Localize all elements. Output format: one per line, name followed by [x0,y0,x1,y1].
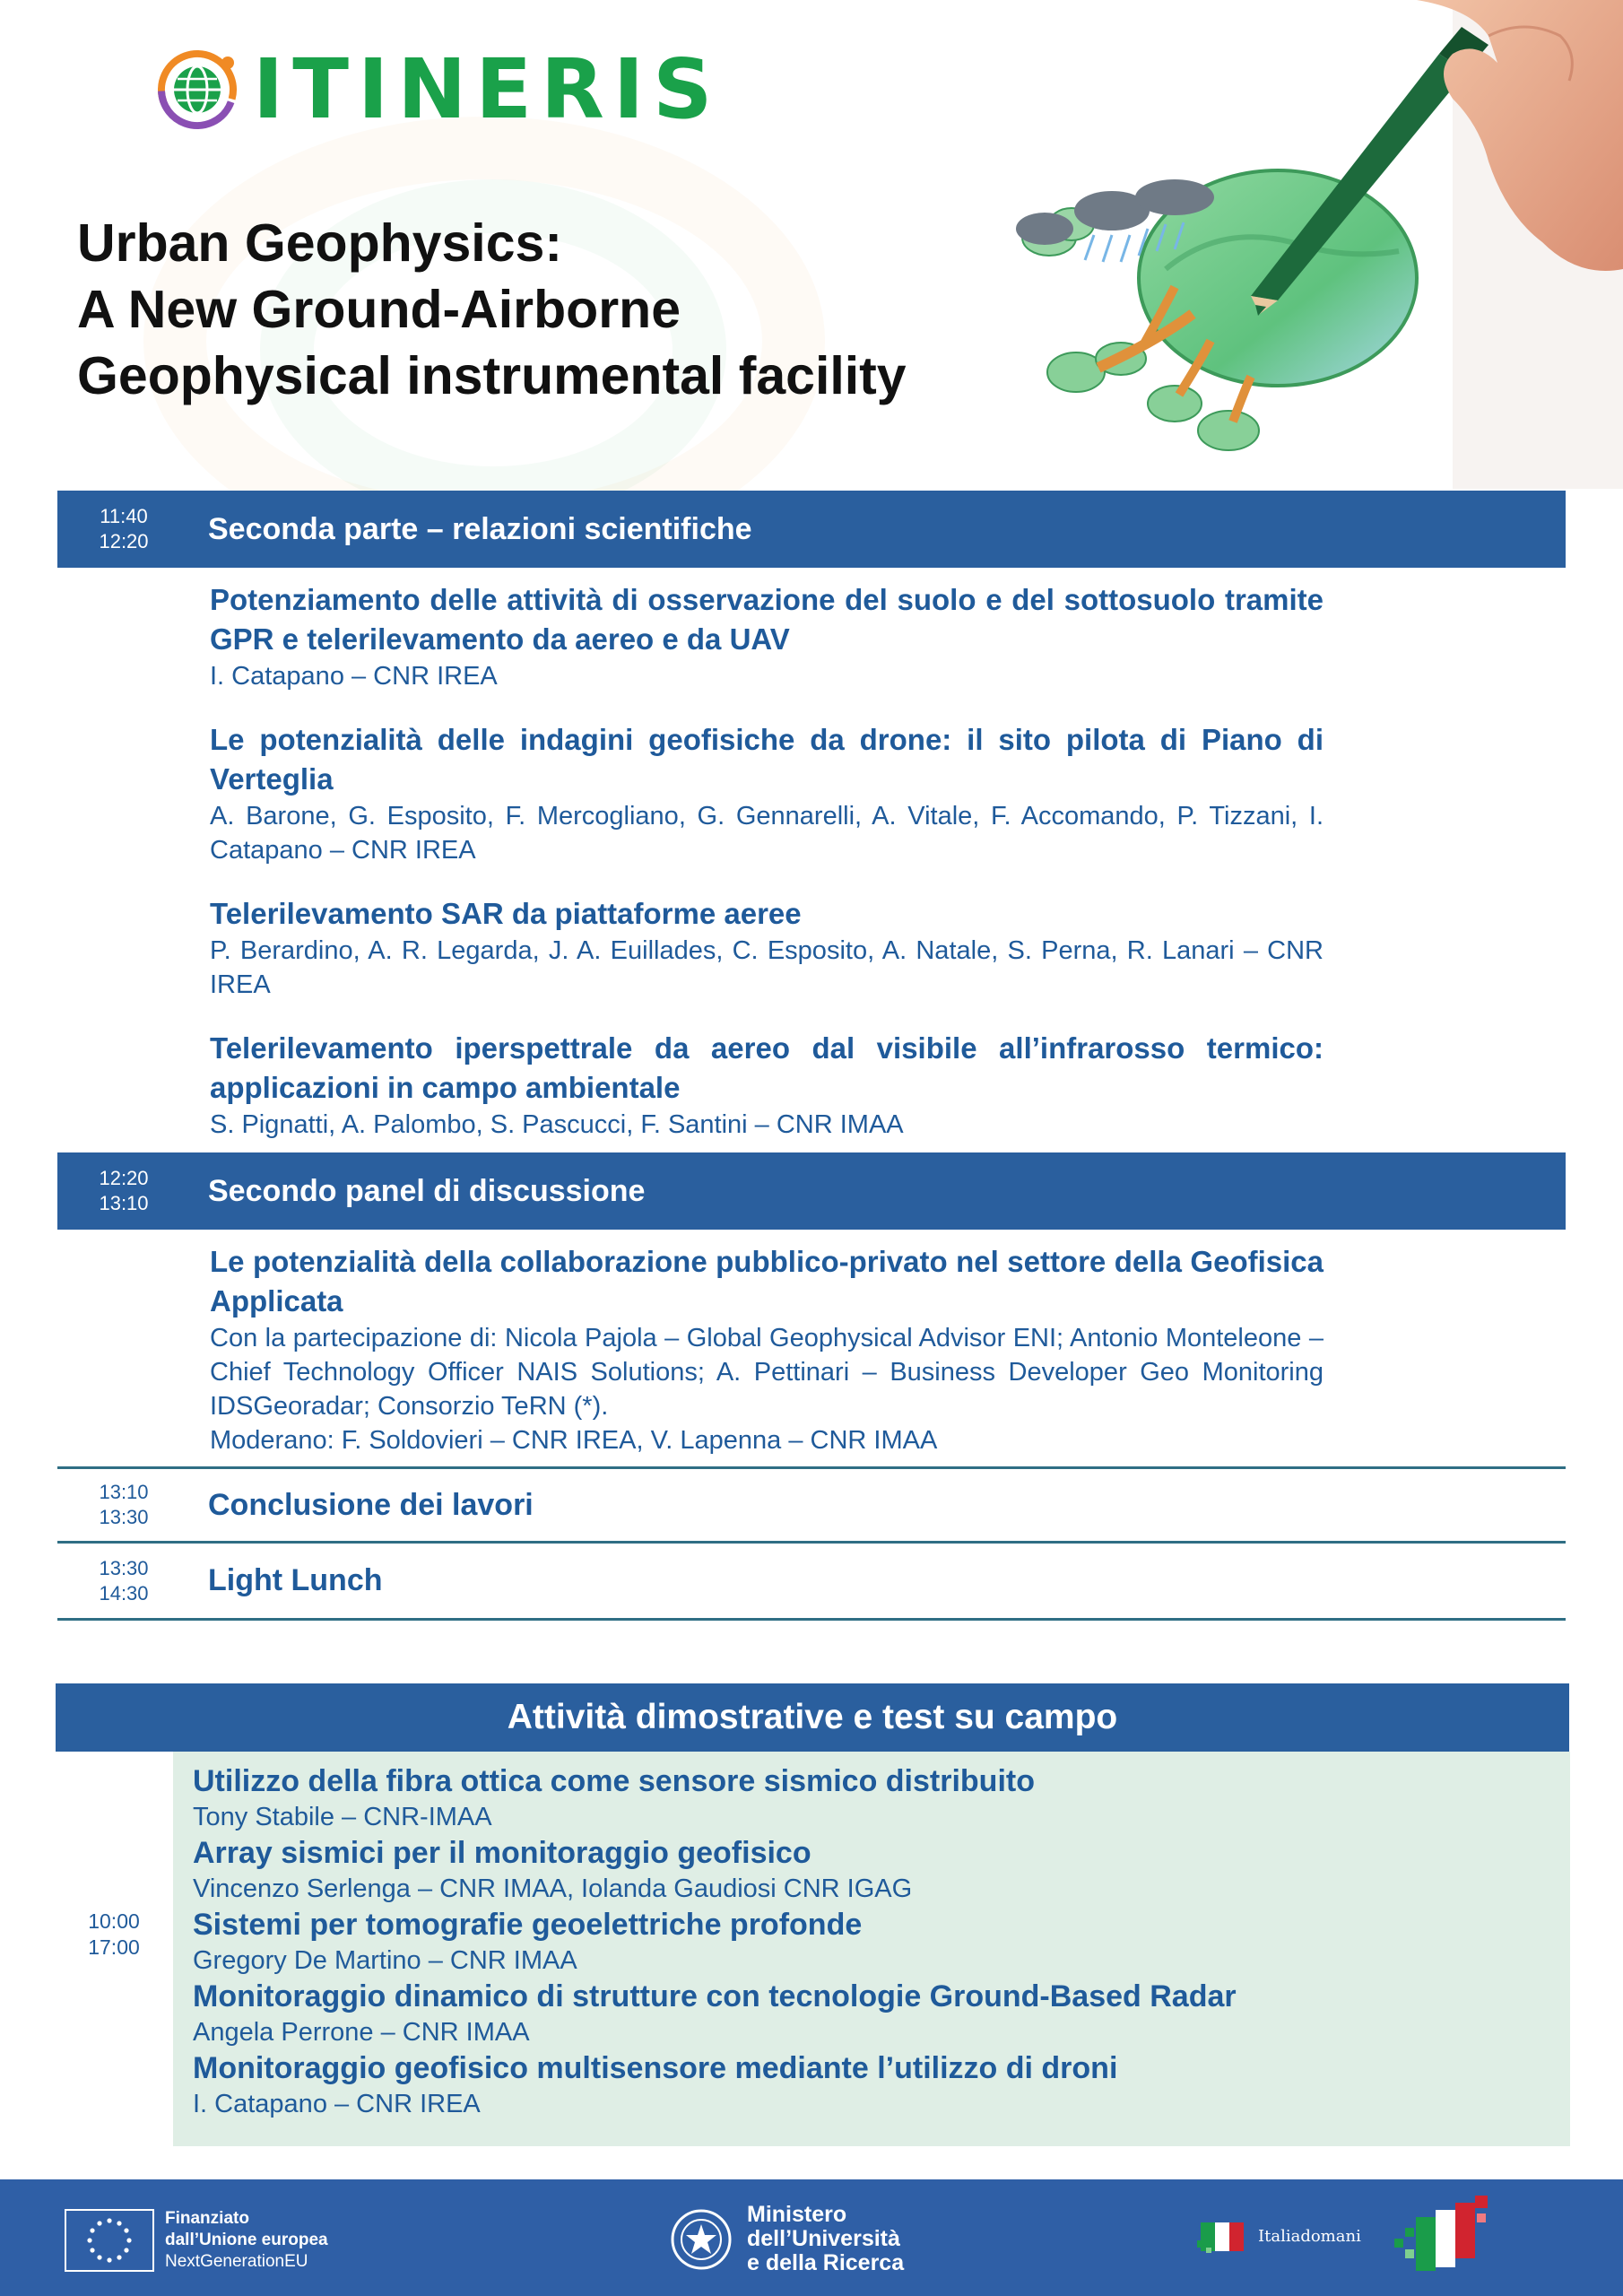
eu-flag-icon [65,2209,154,2272]
funding-footer [0,2179,1623,2296]
time-end: 12:20 [99,530,149,552]
talk-authors: A. Barone, G. Esposito, F. Mercogliano, G. Gennarelli, A. Vitale, F. Accomando, P. Tizzani, I. Catapano – CNR IREA [210,802,1324,865]
time-end: 14:30 [99,1581,149,1605]
demo-item-authors: Vincenzo Serlenga – CNR IMAA, Iolanda Gaudiosi CNR IGAG [193,1874,913,1903]
talk-title: Telerilevamento SAR da piattaforme aeree [210,897,802,930]
demo-section-header: Attività dimostrative e test su campo [56,1683,1569,1752]
ministry-logo [668,2203,904,2275]
demo-item-title: Monitoraggio dinamico di strutture con tecnologie Ground-Based Radar [193,1979,1237,2013]
pnrr-pixel-flag-icon [1394,2196,1493,2282]
ministry-text [747,2203,904,2275]
talk-list [57,568,1324,1152]
panel-title: Le potenzialità della collaborazione pubblico-privato nel settore della Geofisica Applicata [210,1245,1324,1318]
eu-line: Finanziato [165,2209,249,2228]
session-title: Seconda parte – relazioni scientifiche [208,511,752,546]
talk-title: Potenziamento delle attività di osservazione del suolo e del sottosuolo tramite GPR e telerilevamento da aereo e da UAV [210,583,1324,656]
session-header-panel [57,1152,1566,1230]
session-time [57,1480,190,1530]
title-line: Geophysical instrumental facility [77,346,907,405]
talk-authors: I. Catapano – CNR IREA [210,662,498,691]
page-title [77,210,974,409]
demo-item-authors: Gregory De Martino – CNR IMAA [193,1946,577,1975]
demo-item [193,2049,1550,2121]
demo-list [173,1752,1570,2146]
session-time [57,1556,190,1606]
demo-item-title: Sistemi per tomografie geoelettriche profonde [193,1908,863,1942]
talk-authors: S. Pignatti, A. Palombo, S. Pascucci, F. Santini – CNR IMAA [210,1110,904,1139]
time-start: 10:00 [88,1909,140,1933]
agenda-row-lunch [57,1544,1566,1621]
talk-item [210,894,1324,1002]
demo-item-title: Utilizzo della fibra ottica come sensore sismico distribuito [193,1764,1035,1798]
session-header-scientific [57,491,1566,568]
demo-item-authors: Angela Perrone – CNR IMAA [193,2018,530,2047]
panel-participants: Con la partecipazione di: Nicola Pajola – Global Geophysical Advisor ENI; Antonio Monteleone – Chief Technology Officer NAIS Solutions; A. Pettinari – Business Developer Geo Monitoring IDSGeoradar; Consorzio TeRN (*). [210,1324,1324,1421]
globe-icon [154,47,240,133]
demo-item-title: Array sismici per il monitoraggio geofisico [193,1836,812,1870]
time-start: 13:10 [99,1481,149,1503]
demo-item-authors: Tony Stabile – CNR-IMAA [193,1803,492,1831]
hand-pencil-earth-illustration [950,0,1623,489]
agenda-row-conclusion [57,1466,1566,1544]
talk-authors: P. Berardino, A. R. Legarda, J. A. Euillades, C. Esposito, A. Natale, S. Perna, R. Lanari – CNR IREA [210,936,1324,999]
session-title: Light Lunch [208,1563,383,1597]
time-end: 17:00 [88,1935,140,1959]
time-end: 13:30 [99,1506,149,1528]
demo-item [193,1906,1550,1978]
republic-emblem-icon [668,2205,734,2274]
italian-flag-icon [1197,2213,1251,2258]
title-line: A New Ground-Airborne [77,280,681,339]
talk-item [210,580,1324,693]
talk-title: Telerilevamento iperspettrale da aereo dal visibile all’infrarosso termico: applicazioni in campo ambientale [210,1031,1324,1104]
ministry-line: Ministero [747,2202,847,2227]
talk-item [210,1029,1324,1142]
eu-line: NextGenerationEU [165,2252,308,2271]
demo-item [193,1834,1550,1906]
time-start: 13:30 [99,1556,149,1579]
time-end: 13:10 [99,1192,149,1214]
itineris-logo [154,41,722,137]
time-start: 12:20 [99,1167,149,1189]
time-start: 11:40 [100,505,148,527]
demo-item-title: Monitoraggio geofisico multisensore mediante l’utilizzo di droni [193,2051,1118,2085]
logo-wordmark: ITINERIS [253,41,722,137]
agenda [57,491,1566,1621]
session-title: Conclusione dei lavori [208,1487,534,1522]
demo-item-authors: I. Catapano – CNR IREA [193,2090,481,2118]
session-time [57,1166,190,1216]
demo-item [193,1978,1550,2049]
ministry-line: e della Ricerca [747,2250,905,2275]
session-title: Secondo panel di discussione [208,1173,646,1208]
title-line: Urban Geophysics: [77,213,562,273]
session-time [57,504,190,554]
italiadomani-logo [1197,2213,1361,2258]
panel-moderators: Moderano: F. Soldovieri – CNR IREA, V. Lapenna – CNR IMAA [210,1426,938,1455]
eu-line: dall’Unione europea [165,2231,328,2249]
eu-funding-text [165,2208,328,2273]
demo-time [56,1909,172,1961]
talk-item [210,720,1324,867]
talk-title: Le potenzialità delle indagini geofisiche da drone: il sito pilota di Piano di Verteglia [210,723,1324,796]
demo-item [193,1762,1550,1834]
italiadomani-text: Italiadomani [1258,2226,1361,2246]
eu-funding-logo [65,2208,328,2273]
panel-details [57,1230,1324,1466]
ministry-line: dell’Università [747,2226,900,2251]
